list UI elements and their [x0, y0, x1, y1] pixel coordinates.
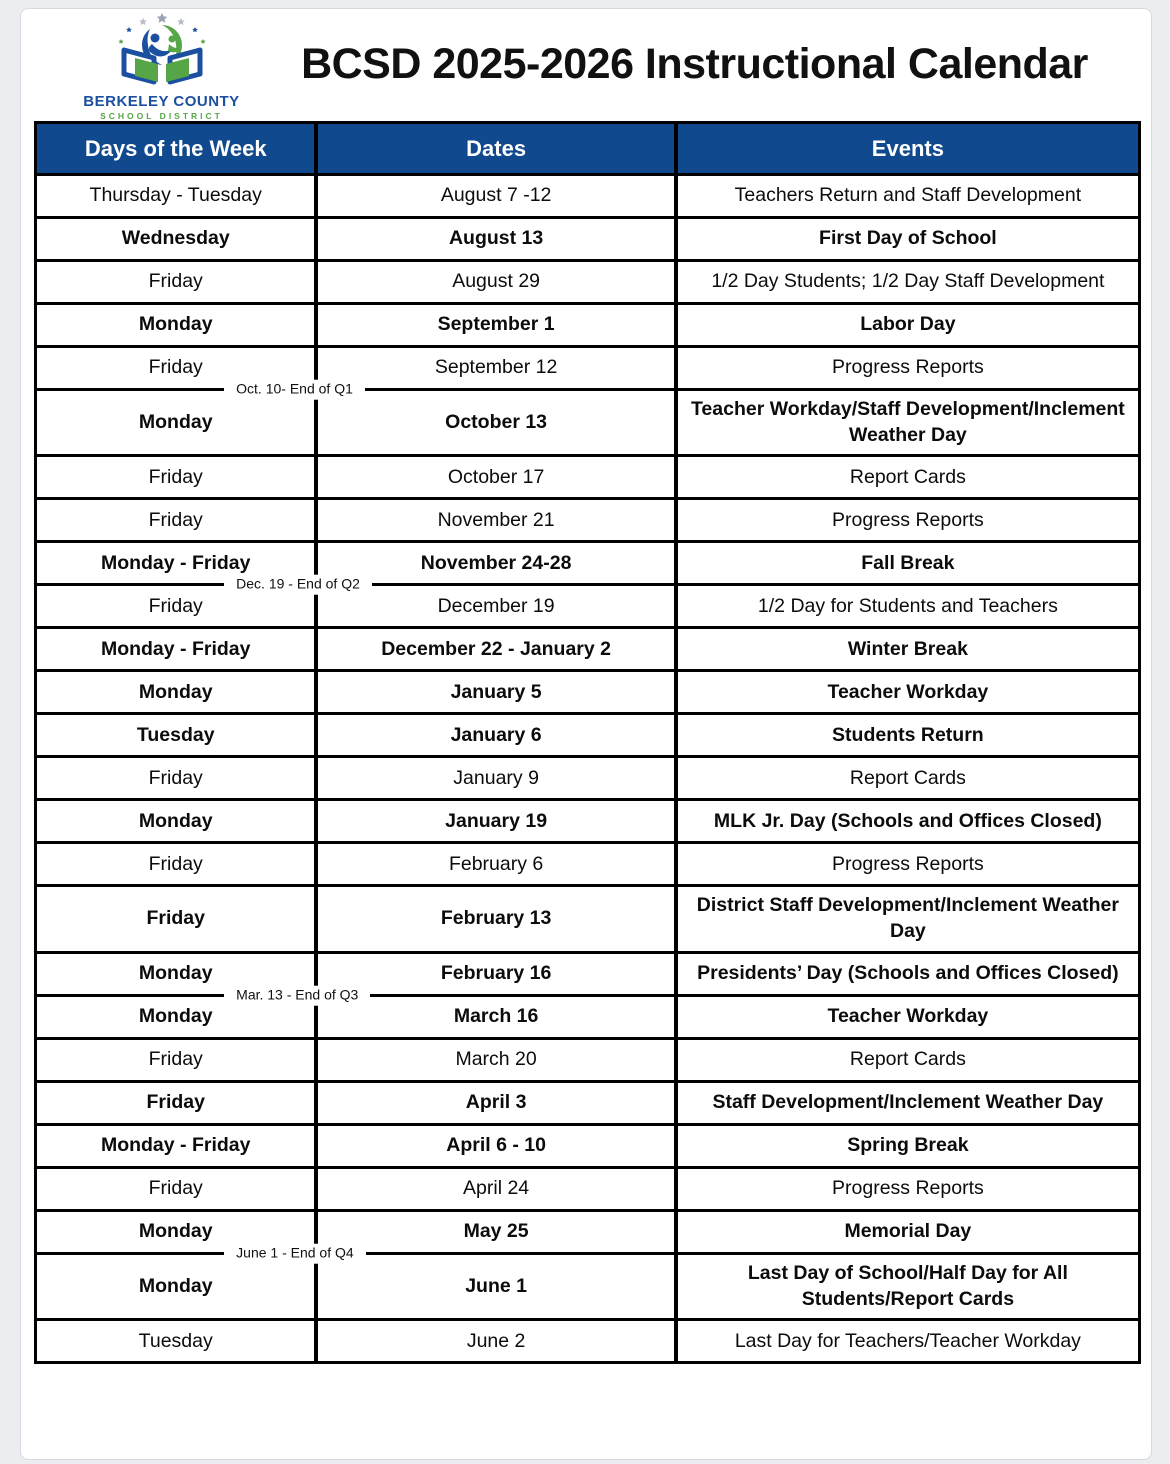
day-cell: Friday: [148, 1177, 203, 1200]
event-cell: District Staff Development/Inclement Weather Day: [696, 894, 1119, 943]
table-row: [37, 1244, 1138, 1318]
date-cell: February 6: [314, 844, 677, 884]
table-row: [37, 540, 1138, 583]
day-cell: Monday - Friday: [100, 1134, 251, 1157]
day-cell: Monday: [138, 809, 213, 832]
date-cell: January 5: [314, 672, 677, 712]
event-cell: Progress Reports: [832, 852, 984, 875]
event-cell: MLK Jr. Day (Schools and Offices Closed): [713, 809, 1102, 832]
column-header-dates: Dates: [314, 124, 677, 173]
day-cell: Monday: [138, 410, 213, 433]
quarter-end-marker: Mar. 13 - End of Q3: [224, 986, 370, 1006]
date-cell: January 6: [314, 715, 677, 755]
page-title: BCSD 2025-2026 Instructional Calendar: [301, 39, 1088, 88]
date-cell: November 24-28: [314, 543, 677, 583]
table-row: [37, 454, 1138, 497]
table-row: [37, 841, 1138, 884]
event-cell: Spring Break: [847, 1134, 969, 1157]
date-cell: June 1: [314, 1255, 677, 1318]
date-cell: August 7 -12: [314, 176, 677, 216]
event-cell: 1/2 Day for Students and Teachers: [757, 594, 1058, 617]
event-cell: Teacher Workday: [827, 1005, 989, 1028]
event-cell: Students Return: [832, 723, 984, 746]
table-row: [37, 669, 1138, 712]
page-header: [21, 9, 1151, 119]
date-cell: November 21: [314, 500, 677, 540]
logo-district-name: BERKELEY COUNTY: [83, 92, 240, 110]
quarter-end-marker: Oct. 10- End of Q1: [224, 380, 365, 400]
day-cell: Friday: [146, 1091, 205, 1114]
day-cell: Friday: [148, 508, 203, 531]
calendar-table: [34, 121, 1141, 1364]
day-cell: Friday: [148, 766, 203, 789]
event-cell: Teacher Workday/Staff Development/Inclement Weather Day: [690, 398, 1125, 446]
date-cell: April 24: [314, 1169, 677, 1209]
table-row: [37, 173, 1138, 216]
day-cell: Monday - Friday: [100, 551, 251, 574]
day-cell: Tuesday: [138, 1329, 213, 1352]
date-cell: February 16: [314, 954, 677, 994]
day-cell: Friday: [148, 465, 203, 488]
event-cell: Last Day of School/Half Day for All Students/Report Cards: [747, 1261, 1068, 1310]
table-row: [37, 1037, 1138, 1080]
day-cell: Thursday - Tuesday: [89, 184, 262, 207]
table-row: [37, 1209, 1138, 1252]
day-cell: Friday: [146, 907, 205, 930]
table-row: [37, 259, 1138, 302]
event-cell: Last Day for Teachers/Teacher Workday: [734, 1329, 1081, 1352]
day-cell: Friday: [148, 356, 203, 379]
event-cell: Progress Reports: [832, 508, 984, 531]
table-row: [37, 576, 1138, 626]
date-cell: February 13: [314, 887, 677, 950]
day-cell: Monday: [138, 680, 213, 703]
quarter-end-marker: June 1 - End of Q4: [224, 1244, 366, 1264]
table-row: [37, 798, 1138, 841]
column-header-days: Days of the Week: [84, 135, 267, 161]
table-row: [37, 1318, 1138, 1361]
table-row: [37, 884, 1138, 950]
table-row: [37, 216, 1138, 259]
table-row: [37, 302, 1138, 345]
calendar-page: [20, 8, 1152, 1460]
day-cell: Monday: [138, 313, 213, 336]
date-cell: March 16: [314, 997, 677, 1037]
day-cell: Monday: [138, 1274, 213, 1297]
date-cell: December 19: [314, 586, 677, 626]
date-cell: January 19: [314, 801, 677, 841]
date-cell: January 9: [314, 758, 677, 798]
date-cell: October 13: [314, 391, 677, 454]
column-header-events: Events: [871, 135, 944, 161]
event-cell: Teachers Return and Staff Development: [734, 184, 1082, 207]
event-cell: Teacher Workday: [827, 680, 989, 703]
table-row: [37, 986, 1138, 1037]
date-cell: October 17: [314, 457, 677, 497]
event-cell: Report Cards: [849, 1048, 966, 1071]
date-cell: June 2: [314, 1321, 677, 1361]
table-row: [37, 1166, 1138, 1209]
table-row: [37, 712, 1138, 755]
district-logo: [79, 8, 244, 121]
event-cell: Labor Day: [860, 313, 956, 336]
day-cell: Friday: [148, 270, 203, 293]
quarter-end-marker: Dec. 19 - End of Q2: [224, 575, 372, 595]
date-cell: December 22 - January 2: [314, 629, 677, 669]
event-cell: Memorial Day: [844, 1220, 972, 1243]
event-cell: Staff Development/Inclement Weather Day: [712, 1091, 1104, 1114]
date-cell: August 29: [314, 262, 677, 302]
day-cell: Friday: [148, 1048, 203, 1071]
table-row: [37, 345, 1138, 388]
event-cell: Presidents’ Day (Schools and Offices Closed): [697, 962, 1119, 985]
table-row: [37, 1080, 1138, 1123]
date-cell: August 13: [314, 219, 677, 259]
event-cell: Report Cards: [849, 465, 966, 488]
day-cell: Friday: [148, 594, 203, 617]
event-cell: Report Cards: [849, 766, 966, 789]
day-cell: Monday: [138, 1220, 213, 1243]
logo-district-subtitle: SCHOOL DISTRICT: [100, 110, 223, 121]
day-cell: Tuesday: [136, 723, 215, 746]
day-cell: Monday - Friday: [100, 637, 251, 660]
table-body: [37, 173, 1138, 1361]
table-row: [37, 1123, 1138, 1166]
event-cell: Winter Break: [847, 637, 968, 660]
date-cell: April 3: [314, 1083, 677, 1123]
event-cell: Fall Break: [861, 551, 955, 574]
date-cell: March 20: [314, 1040, 677, 1080]
event-cell: Progress Reports: [832, 1177, 984, 1200]
table-row: [37, 380, 1138, 454]
date-cell: May 25: [314, 1212, 677, 1252]
table-row: [37, 497, 1138, 540]
day-cell: Friday: [148, 852, 203, 875]
day-cell: Monday: [138, 962, 213, 985]
event-cell: First Day of School: [819, 227, 997, 250]
day-cell: Wednesday: [121, 227, 230, 250]
date-cell: September 12: [314, 348, 677, 388]
date-cell: September 1: [314, 305, 677, 345]
table-row: [37, 951, 1138, 994]
event-cell: 1/2 Day Students; 1/2 Day Staff Development: [711, 270, 1105, 293]
table-row: [37, 626, 1138, 669]
book-globe-logo-icon: [102, 73, 222, 90]
event-cell: Progress Reports: [832, 356, 984, 379]
date-cell: April 6 - 10: [314, 1126, 677, 1166]
table-row: [37, 755, 1138, 798]
day-cell: Monday: [138, 1005, 213, 1028]
table-header-row: [37, 124, 1138, 173]
